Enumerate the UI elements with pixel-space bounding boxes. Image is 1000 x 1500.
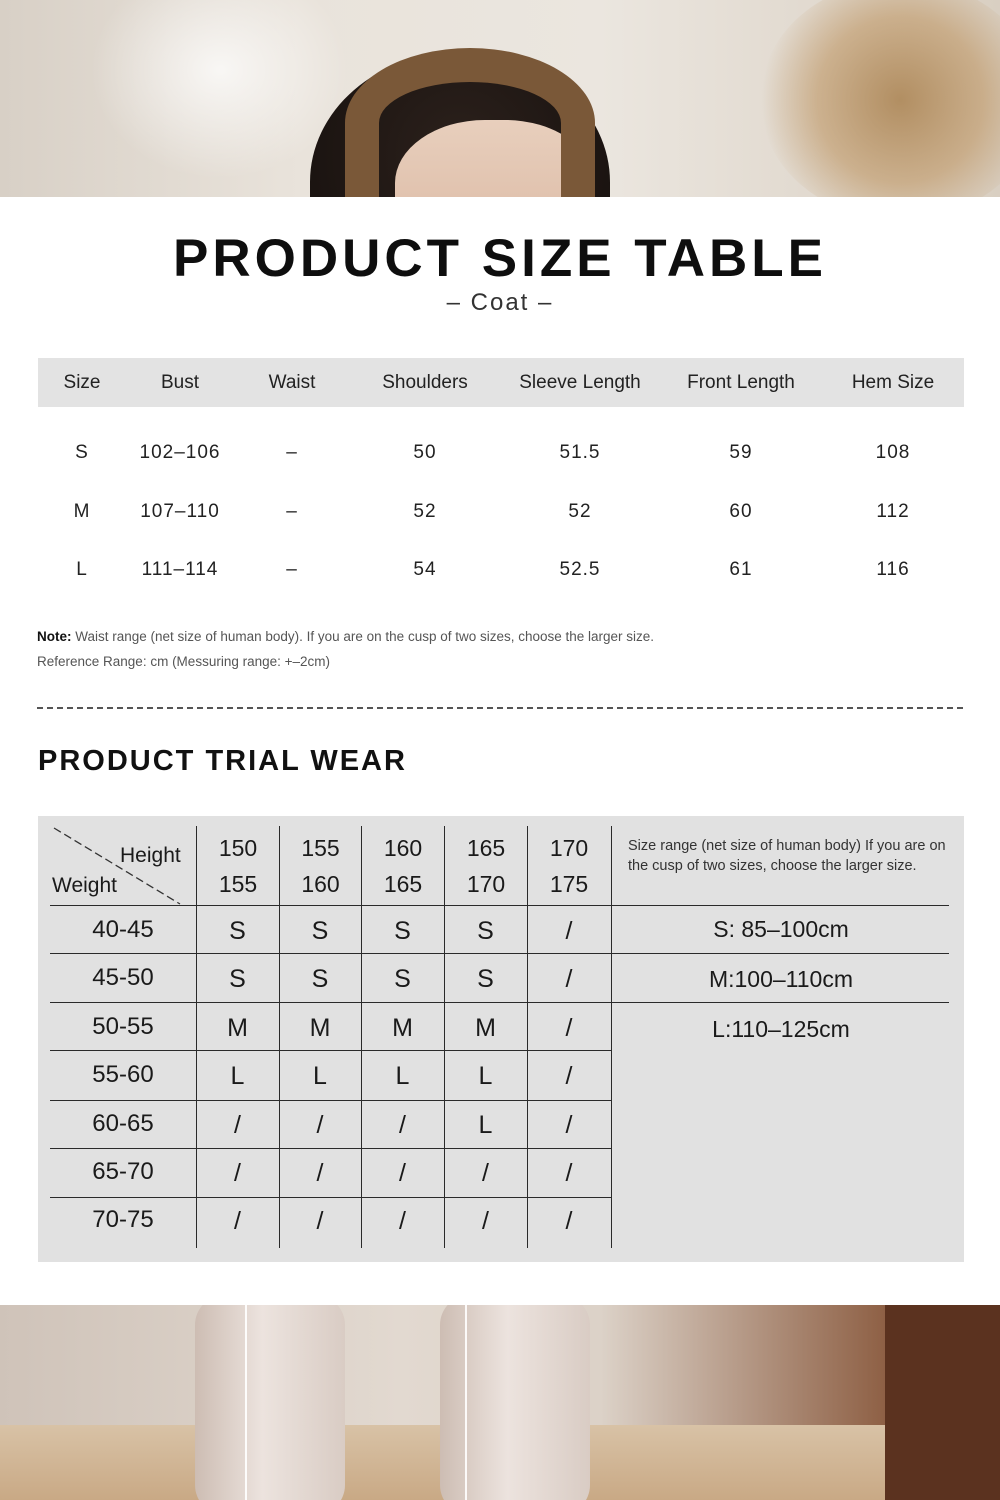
size-cell: M [227,1013,248,1042]
height-range-top: 160 [383,835,423,861]
size-cell: S [394,964,411,993]
grid-line [611,826,612,1248]
table-cell: 102–106 [139,442,221,464]
table-cell: L [76,559,88,581]
size-cell: S [311,964,329,993]
stocking-seam [465,1305,467,1500]
grid-line [50,1050,611,1051]
height-range [527,830,611,902]
stocking-seam [245,1305,247,1500]
table-cell: 116 [876,559,910,581]
bottom-photo [0,1305,1000,1500]
height-range-bottom: 155 [218,871,258,897]
table-cell: 112 [876,500,910,522]
size-cell: / [482,1206,489,1235]
size-cell: M [475,1013,496,1042]
column-header: Bust [126,358,234,407]
height-axis-label: Height [120,844,181,867]
table-cell: 61 [729,559,753,581]
size-cell: L [478,1061,493,1090]
size-cell: / [234,1110,241,1139]
size-cell: / [565,916,573,945]
size-cell: / [565,964,573,993]
height-range-bottom: 165 [383,871,423,897]
size-cell: M [309,1013,331,1042]
table-cell: S [75,442,89,464]
size-cell: / [399,1206,406,1235]
height-range-top: 170 [549,835,589,861]
note-line [37,624,654,649]
size-cell: / [565,1061,573,1090]
table-cell: 111–114 [141,559,219,581]
size-cell: S [229,916,246,945]
height-range-top: 155 [301,835,340,861]
table-cell: 54 [413,559,437,581]
size-table [38,358,964,600]
column-header: Front Length [660,358,822,407]
trial-wear-panel [38,816,964,1262]
table-cell: 108 [875,442,911,464]
note-text: Waist range (net size of human body). If you are on the cusp of two sizes, choose the larger size. [75,629,655,644]
size-cell: S [229,964,246,993]
size-cell: S [477,964,494,993]
grid-line [50,905,949,906]
weight-label: 55-60 [92,1061,154,1088]
dried-flowers [760,0,1000,197]
table-cell: – [286,559,298,581]
grid-line [50,1100,611,1101]
height-range [196,830,280,902]
weight-label: 60-65 [92,1110,154,1137]
weight-label: 40-45 [92,916,154,943]
size-range-l: L:110–125cm [712,1016,850,1042]
table-cell: 51.5 [559,442,601,464]
grid-line [50,1002,949,1003]
top-photo [0,0,1000,197]
height-range [279,830,362,902]
size-cell: / [316,1206,324,1235]
height-range-bottom: 160 [301,871,340,897]
height-range-top: 150 [218,835,258,861]
table-cell: 107–110 [140,500,220,522]
wood-cabinet [885,1305,1000,1500]
size-cell: / [399,1110,406,1139]
note-reference: Reference Range: cm (Messuring range: +–2cm) [37,654,331,669]
weight-axis-label: Weight [52,874,117,897]
column-header: Waist [234,358,350,407]
size-range-s: S: 85–100cm [713,916,849,942]
column-header: Hem Size [822,358,964,407]
page-subtitle: – Coat – [446,289,554,316]
weight-label: 50-55 [92,1013,154,1040]
size-cell: S [311,916,329,945]
size-cell: / [234,1158,241,1187]
size-table-header [38,358,964,407]
model-leg [195,1305,345,1500]
column-header: Size [38,358,126,407]
size-cell: / [316,1158,324,1187]
table-row [38,424,964,483]
weight-label: 45-50 [92,964,154,991]
table-cell: 52 [568,500,592,522]
table-row [38,541,964,600]
size-cell: / [316,1110,324,1139]
section-divider [37,707,963,709]
model-leg [440,1305,590,1500]
range-note: Size range (net size of human body) If you are on the cusp of two sizes, choose the larger size. [628,838,946,874]
height-range-bottom: 170 [466,871,506,897]
size-note [37,624,654,674]
table-cell: 59 [729,442,753,464]
column-header: Sleeve Length [500,358,660,407]
column-header: Shoulders [350,358,500,407]
height-range-bottom: 175 [549,871,589,897]
weight-label: 65-70 [92,1158,154,1185]
weight-label: 70-75 [92,1206,154,1233]
size-cell: M [392,1013,413,1042]
page-title: PRODUCT SIZE TABLE [172,229,828,288]
table-cell: M [73,500,91,522]
size-range-m: M:100–110cm [708,966,854,992]
table-cell: – [286,500,298,522]
table-cell: 52 [413,500,437,522]
size-cell: / [482,1158,489,1187]
size-cell: / [565,1206,573,1235]
size-cell: L [478,1110,493,1139]
table-cell: 50 [413,442,437,464]
grid-line [50,953,949,954]
table-row [38,483,964,542]
height-range [444,830,528,902]
size-cell: / [565,1158,573,1187]
note-label: Note: [37,629,72,644]
table-spacer [38,407,964,424]
size-cell: L [230,1061,245,1090]
size-cell: / [399,1158,406,1187]
size-cell: / [565,1110,573,1139]
table-cell: – [286,442,298,464]
size-cell: / [565,1013,573,1042]
grid-line [50,1148,611,1149]
wall-light [90,0,350,180]
table-cell: 52.5 [559,559,601,581]
size-cell: S [477,916,494,945]
size-cell: S [394,916,411,945]
size-cell: / [234,1206,241,1235]
size-cell: L [313,1061,327,1090]
headband [345,48,595,197]
table-cell: 60 [729,500,753,522]
size-cell: L [395,1061,410,1090]
height-range-top: 165 [466,835,506,861]
trial-wear-title: PRODUCT TRIAL WEAR [38,745,407,777]
height-range [361,830,445,902]
